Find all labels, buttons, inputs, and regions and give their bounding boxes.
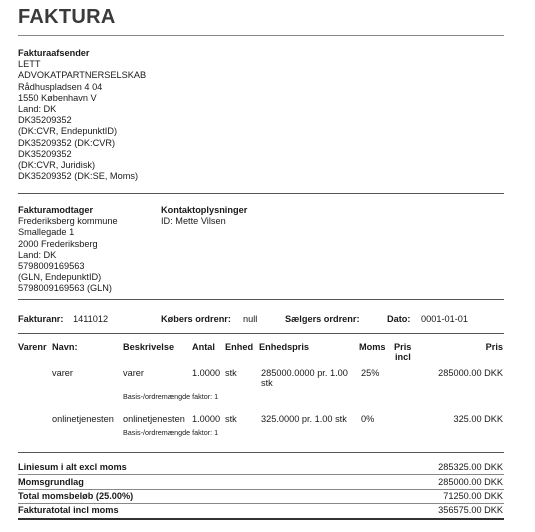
total-label: Total momsbeløb (25.00%) (18, 491, 134, 501)
row-enhedspris-unit: stk (261, 378, 273, 388)
row-enhed: stk (225, 414, 237, 424)
divider (18, 333, 504, 334)
total-value: 356575.00 DKK (438, 505, 503, 515)
row-navn: varer (52, 368, 73, 378)
row-enhed: stk (225, 368, 237, 378)
receiver-line: 5798009169563 (GLN) (18, 283, 112, 294)
total-value: 285000.00 DKK (438, 477, 503, 487)
kober-ordrenr-value: null (243, 314, 258, 324)
receiver-line: (GLN, EndepunktID) (18, 272, 102, 283)
col-header-enhedspris: Enhedspris (259, 342, 310, 352)
col-header-varenr: Varenr (18, 342, 47, 352)
sender-line: DK35209352 (18, 115, 72, 126)
dato-label: Dato: (387, 314, 411, 324)
col-header-antal: Antal (192, 342, 215, 352)
row-navn: onlinetjenesten (52, 414, 114, 424)
sender-line: DK35209352 (18, 148, 72, 159)
divider (18, 474, 504, 475)
receiver-line: 2000 Frederiksberg (18, 238, 98, 249)
divider (18, 503, 504, 504)
kober-ordrenr-label: Købers ordrenr: (161, 314, 231, 324)
row-pris: 325.00 DKK (453, 414, 503, 424)
row-pris: 285000.00 DKK (438, 368, 503, 378)
saelger-ordrenr-label: Sælgers ordrenr: (285, 314, 360, 324)
receiver-line: Frederiksberg kommune (18, 216, 118, 227)
contact-block (161, 205, 247, 227)
row-enhedspris: 285000.0000 pr. 1.00 (261, 368, 348, 378)
sender-line: DK35209352 (DK:CVR) (18, 137, 116, 148)
sender-line: Rådhuspladsen 4 04 (18, 81, 103, 92)
contact-heading: Kontaktoplysninger (161, 205, 248, 215)
sender-heading: Fakturaafsender (18, 48, 90, 58)
fakturanr-label: Fakturanr: (18, 314, 64, 324)
receiver-heading: Fakturamodtager (18, 205, 94, 215)
divider (18, 489, 504, 490)
row-antal: 1.0000 (192, 414, 221, 424)
col-header-enhed: Enhed (225, 342, 254, 352)
col-header-beskrivelse: Beskrivelse (123, 342, 175, 352)
sender-line: DK35209352 (DK:SE, Moms) (18, 171, 138, 182)
sender-line: (DK:CVR, Juridisk) (18, 160, 96, 171)
total-value: 285325.00 DKK (438, 462, 503, 472)
total-label: Momsgrundlag (18, 477, 84, 487)
row-moms: 25% (361, 368, 380, 378)
sender-line: 1550 København V (18, 92, 97, 103)
divider (18, 35, 504, 36)
receiver-line: Smallegade 1 (18, 227, 75, 238)
row-moms: 0% (361, 414, 375, 424)
row-basis: Basis-/ordremængde faktor: 1 (123, 392, 219, 401)
receiver-line: Land: DK (18, 249, 57, 260)
col-header-pris-incl-sub: incl (395, 352, 411, 362)
col-header-navn: Navn: (52, 342, 78, 352)
sender-block (18, 48, 146, 182)
sender-line: ADVOKATPARTNERSELSKAB (18, 70, 147, 81)
divider (18, 193, 504, 194)
sender-line: LETT (18, 59, 41, 70)
total-label: Liniesum i alt excl moms (18, 462, 127, 472)
row-basis: Basis-/ordremængde faktor: 1 (123, 428, 219, 437)
col-header-pris: Pris (485, 342, 503, 352)
row-beskrivelse: varer (123, 368, 144, 378)
col-header-pris-incl: Pris (394, 342, 412, 352)
sender-line: Land: DK (18, 104, 57, 115)
col-header-moms: Moms (359, 342, 386, 352)
fakturanr-value: 1411012 (73, 314, 109, 324)
row-antal: 1.0000 (192, 368, 221, 378)
contact-id: ID: Mette Vilsen (161, 216, 226, 227)
dato-value: 0001-01-01 (421, 314, 468, 324)
receiver-block (18, 205, 118, 295)
divider (18, 518, 504, 520)
total-label: Fakturatotal incl moms (18, 505, 119, 515)
sender-line: (DK:CVR, EndepunktID) (18, 126, 118, 137)
receiver-line: 5798009169563 (18, 261, 85, 272)
divider (18, 299, 504, 300)
row-beskrivelse: onlinetjenesten (123, 414, 185, 424)
invoice-title: FAKTURA (18, 6, 116, 28)
total-value: 71250.00 DKK (443, 491, 503, 501)
row-enhedspris: 325.0000 pr. 1.00 stk (261, 414, 347, 424)
divider (18, 452, 504, 453)
